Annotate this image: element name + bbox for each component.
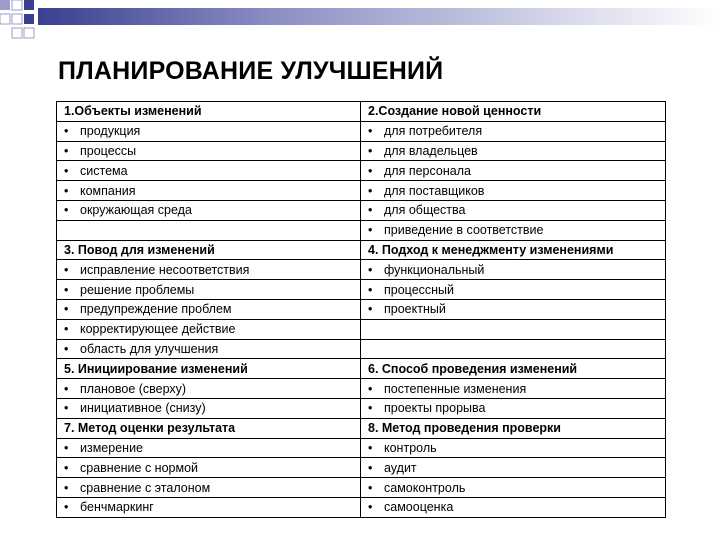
cell-text: компания [80,183,136,198]
table-row [57,260,666,280]
cell-text: процессы [80,143,137,158]
list-item-cell [361,379,666,399]
cell-text: система [80,163,128,178]
cell-text: исправление несоответствия [80,262,250,277]
bullet-icon: • [64,381,69,396]
cell-text: решение проблемы [80,282,195,297]
cell-text: измерение [80,440,144,455]
table-row [57,398,666,418]
deco-square [0,14,10,24]
table-row [57,458,666,478]
table-row [57,141,666,161]
bullet-icon: • [368,282,373,297]
section-header-cell [361,102,666,122]
list-item-cell [361,438,666,458]
bullet-icon: • [64,262,69,277]
list-item-cell [57,141,361,161]
cell-text: для потребителя [384,124,483,139]
list-item-cell [57,181,361,201]
cell-text: контроль [384,440,437,455]
table-row [57,339,666,359]
bullet-icon: • [368,163,373,178]
list-item-cell [361,181,666,201]
bullet-icon: • [368,440,373,455]
empty-cell [361,319,666,339]
section-header-cell [57,102,361,122]
list-item-cell [361,478,666,498]
cell-text: область для улучшения [80,341,219,356]
list-item-cell [361,161,666,181]
deco-square [12,0,22,10]
bullet-icon: • [368,381,373,396]
table-row [57,359,666,379]
cell-text: для владельцев [384,143,478,158]
cell-text: 3. Повод для изменений [64,242,215,257]
bullet-icon: • [64,124,69,139]
cell-text: проектный [384,302,446,317]
cell-text: приведение в соответствие [384,223,544,238]
planning-table-body [57,102,666,518]
deco-square [12,14,22,24]
bullet-icon: • [64,143,69,158]
decorative-header-squares [0,0,720,48]
bullet-icon: • [64,440,69,455]
bullet-icon: • [368,460,373,475]
cell-text: 6. Способ проведения изменений [368,361,578,376]
cell-text: инициативное (снизу) [80,401,206,416]
list-item-cell [361,141,666,161]
list-item-cell [361,398,666,418]
list-item-cell [57,379,361,399]
section-header-cell [361,418,666,438]
table-row [57,121,666,141]
list-item-cell [361,260,666,280]
cell-text: аудит [384,460,417,475]
list-item-cell [57,438,361,458]
bullet-icon: • [368,203,373,218]
cell-text: 8. Метод проведения проверки [368,421,561,436]
cell-text: 1.Объекты изменений [64,104,202,119]
page-title: ПЛАНИРОВАНИЕ УЛУЧШЕНИЙ [58,57,444,85]
deco-square [0,0,10,10]
section-header-cell [57,418,361,438]
list-item-cell [361,458,666,478]
planning-table [56,101,666,518]
list-item-cell [361,280,666,300]
list-item-cell [361,299,666,319]
cell-text: предупреждение проблем [80,302,232,317]
bullet-icon: • [64,203,69,218]
table-row [57,438,666,458]
table-row [57,319,666,339]
bullet-icon: • [368,223,373,238]
list-item-cell [361,200,666,220]
cell-text: проекты прорыва [384,401,486,416]
bullet-icon: • [64,302,69,317]
cell-text: 2.Создание новой ценности [368,104,542,119]
bullet-icon: • [368,143,373,158]
deco-square [24,14,34,24]
deco-square [12,28,22,38]
cell-text: 5. Инициирование изменений [64,361,248,376]
bullet-icon: • [64,282,69,297]
cell-text: функциональный [384,262,485,277]
bullet-icon: • [64,460,69,475]
bullet-icon: • [368,183,373,198]
list-item-cell [57,458,361,478]
table-row [57,181,666,201]
bullet-icon: • [368,401,373,416]
bullet-icon: • [64,341,69,356]
list-item-cell [57,200,361,220]
bullet-icon: • [64,500,69,515]
cell-text: для общества [384,203,466,218]
cell-text: постепенные изменения [384,381,527,396]
list-item-cell [361,121,666,141]
cell-text: сравнение с нормой [80,460,199,475]
cell-text: 7. Метод оценки результата [64,421,236,436]
bullet-icon: • [368,262,373,277]
bullet-icon: • [368,480,373,495]
bullet-icon: • [368,124,373,139]
list-item-cell [57,319,361,339]
table-row [57,240,666,260]
bullet-icon: • [64,163,69,178]
bullet-icon: • [368,302,373,317]
table-row [57,418,666,438]
list-item-cell [57,161,361,181]
list-item-cell [57,299,361,319]
cell-text: корректирующее действие [80,322,236,337]
cell-text: окружающая среда [80,203,192,218]
table-row [57,220,666,240]
section-header-cell [57,359,361,379]
cell-text: продукция [80,124,141,139]
list-item-cell [57,280,361,300]
section-header-cell [361,359,666,379]
cell-text: 4. Подход к менеджменту изменениями [368,242,614,257]
bullet-icon: • [64,401,69,416]
section-header-cell [57,240,361,260]
header-gradient-bar [38,8,720,25]
cell-text: самоконтроль [384,480,466,495]
bullet-icon: • [64,322,69,337]
cell-text: бенчмаркинг [80,500,154,515]
empty-cell [57,220,361,240]
empty-cell [361,339,666,359]
list-item-cell [57,497,361,517]
table-row [57,497,666,517]
cell-text: самооценка [384,500,454,515]
list-item-cell [57,478,361,498]
table-row [57,280,666,300]
bullet-icon: • [64,183,69,198]
table-row [57,200,666,220]
table-row [57,102,666,122]
list-item-cell [57,121,361,141]
table-row [57,299,666,319]
cell-text: плановое (сверху) [80,381,187,396]
bullet-icon: • [64,480,69,495]
deco-square [24,0,34,10]
table-row [57,478,666,498]
list-item-cell [57,260,361,280]
deco-square [24,28,34,38]
cell-text: для поставщиков [384,183,485,198]
section-header-cell [361,240,666,260]
cell-text: процессный [384,282,455,297]
bullet-icon: • [368,500,373,515]
list-item-cell [57,398,361,418]
list-item-cell [57,339,361,359]
list-item-cell [361,220,666,240]
table-row [57,379,666,399]
list-item-cell [361,497,666,517]
cell-text: сравнение с эталоном [80,480,211,495]
table-row [57,161,666,181]
cell-text: для персонала [384,163,471,178]
